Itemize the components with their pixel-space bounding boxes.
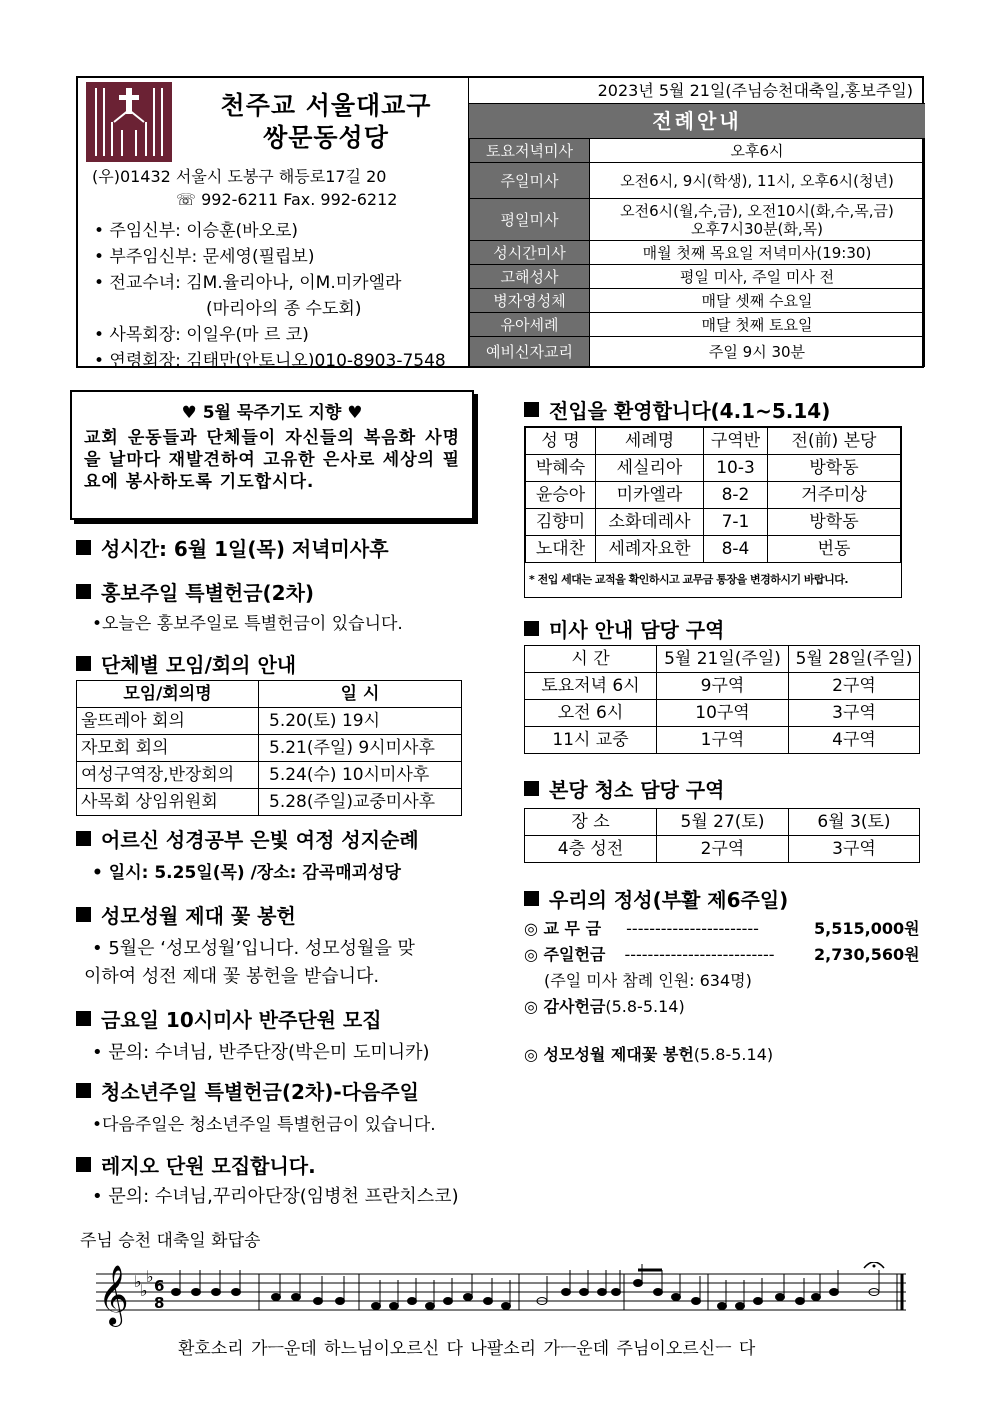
svg-text:𝄞: 𝄞 xyxy=(98,1265,129,1325)
parish-phone: ☏ 992-6211 Fax. 992-6212 xyxy=(176,190,398,209)
table-header-row xyxy=(525,809,920,836)
square-bullet-icon xyxy=(76,1083,91,1098)
member-name: 윤승아 xyxy=(526,482,596,509)
elder-pilgrimage-heading xyxy=(76,824,419,853)
column-header: 5월 28일(주일) xyxy=(789,646,920,673)
liturgy-row xyxy=(470,199,925,241)
accompanist-title: 금요일 10시미사 반주단원 모집 xyxy=(101,1008,382,1032)
diocese-name: 천주교 서울대교구 xyxy=(220,91,432,120)
liturgy-row xyxy=(470,289,925,313)
meeting-time: 5.20(토) 19시 xyxy=(259,708,462,735)
legio-title: 레지오 단원 모집합니다. xyxy=(101,1154,316,1178)
rosary-intention-title: ♥ 5월 묵주기도 지향 ♥ xyxy=(181,403,363,423)
mass-guide-title: 미사 안내 담당 구역 xyxy=(549,618,725,642)
mass-time: 오전 6시 xyxy=(525,700,657,727)
liturgy-value: 매월 첫째 목요일 저녁미사(19:30) xyxy=(590,241,925,265)
liturgy-value-line2: 오후7시30분(화,목) xyxy=(690,219,824,238)
district: 1구역 xyxy=(657,727,789,754)
staff-council-president: • 사목회장: 이일우(마 르 코) xyxy=(94,325,309,345)
square-bullet-icon xyxy=(76,584,91,599)
svg-text:♭: ♭ xyxy=(140,1281,148,1300)
psalm-title: 주님 승천 대축일 화답송 xyxy=(80,1231,261,1251)
accompanist-heading xyxy=(76,1004,382,1033)
offerings-title: 우리의 정성(부활 제6주일) xyxy=(549,888,789,912)
column-header: 모임/회의명 xyxy=(77,681,259,708)
district: 8-2 xyxy=(704,482,768,509)
elder-pilgrimage-title: 어르신 성경공부 은빛 여정 성지순례 xyxy=(101,828,419,852)
youth-sunday-title: 청소년주일 특별헌금(2차)-다음주일 xyxy=(101,1080,419,1104)
offering-amount: 2,730,560원 xyxy=(814,945,920,964)
altar-flower-heading xyxy=(76,900,296,929)
liturgy-value: 매달 첫째 토요일 xyxy=(590,313,925,337)
parish-name: 쌍문동성당 xyxy=(263,123,389,152)
svg-text:8: 8 xyxy=(154,1294,165,1312)
meeting-name: 여성구역장,반장회의 xyxy=(77,762,259,789)
offering-leader: ----------------------- xyxy=(626,919,759,938)
offering-label: ◎ 성모성월 제대꽃 봉헌 xyxy=(524,1045,694,1064)
offering-attendance-note: (주일 미사 참례 인원: 634명) xyxy=(544,971,752,990)
district: 3구역 xyxy=(789,836,920,863)
table-row xyxy=(526,482,901,509)
table-row xyxy=(525,836,920,863)
table-row xyxy=(77,735,462,762)
welcome-note: * 전입 세대는 교적을 확인하시고 교무금 통장을 변경하시기 바랍니다. xyxy=(529,573,849,586)
meetings-title: 단체별 모임/회의 안내 xyxy=(101,653,297,677)
liturgy-row xyxy=(470,265,925,289)
previous-parish: 방학동 xyxy=(768,509,901,536)
offering-period: (5.8-5.14) xyxy=(693,1045,774,1064)
altar-flower-text-line2: 이하여 성전 제대 꽃 봉헌을 받습니다. xyxy=(84,966,380,987)
mass-guide-heading xyxy=(524,614,724,643)
liturgy-table xyxy=(469,138,925,367)
member-name: 김향미 xyxy=(526,509,596,536)
staff-sisters: • 전교수녀: 김M.율리아나, 이M.미카엘라 xyxy=(94,273,402,293)
liturgy-label: 고해성사 xyxy=(470,265,590,289)
table-row xyxy=(526,455,901,482)
liturgy-value: 매달 셋째 수요일 xyxy=(590,289,925,313)
liturgy-label: 성시간미사 xyxy=(470,241,590,265)
column-header: 장 소 xyxy=(525,809,657,836)
promo-sunday-text: •오늘은 홍보주일로 특별헌금이 있습니다. xyxy=(92,614,403,634)
svg-text:6: 6 xyxy=(154,1277,165,1295)
mass-guide-table xyxy=(524,645,920,754)
baptismal-name: 세실리아 xyxy=(596,455,704,482)
staff-funeral-president: • 연령회장: 김태만(안토니오)010-8903-7548 xyxy=(94,351,446,371)
table-row xyxy=(525,700,920,727)
column-header: 성 명 xyxy=(526,428,596,455)
svg-text:♭: ♭ xyxy=(146,1267,154,1286)
holy-hour-heading xyxy=(76,533,389,562)
meeting-time: 5.21(주일) 9시미사후 xyxy=(259,735,462,762)
welcome-title: 전입을 환영합니다(4.1~5.14) xyxy=(549,399,831,423)
square-bullet-icon xyxy=(76,1011,91,1026)
meetings-table xyxy=(76,680,462,816)
liturgy-row xyxy=(470,139,925,163)
district: 10-3 xyxy=(704,455,768,482)
liturgy-guide xyxy=(468,78,924,366)
district: 8-4 xyxy=(704,536,768,563)
liturgy-value: 주일 9시 30분 xyxy=(590,337,925,367)
parish-logo-icon xyxy=(86,82,172,162)
liturgy-label: 주일미사 xyxy=(470,163,590,199)
offering-row-altar-flowers xyxy=(524,1042,773,1065)
elder-pilgrimage-text: • 일시: 5.25일(목) /장소: 감곡매괴성당 xyxy=(92,863,401,883)
meetings-heading xyxy=(76,649,296,678)
welcome-table xyxy=(525,427,901,563)
meeting-name: 울뜨레아 회의 xyxy=(77,708,259,735)
svg-text:♭: ♭ xyxy=(134,1272,142,1291)
district: 7-1 xyxy=(704,509,768,536)
psalm-lyrics: 환호소리 가ㅡ운데 하느님이오르신 다 나팔소리 가ㅡ운데 주님이오르신ㅡ 다 xyxy=(178,1339,756,1359)
altar-flower-title: 성모성월 제대 꽃 봉헌 xyxy=(101,904,296,928)
promo-sunday-heading xyxy=(76,577,314,606)
meeting-name: 자모회 회의 xyxy=(77,735,259,762)
table-row xyxy=(77,708,462,735)
district: 4구역 xyxy=(789,727,920,754)
cleaning-heading xyxy=(524,774,724,803)
offering-row-sunday xyxy=(524,942,775,965)
altar-flower-text-line1: • 5월은 ‘성모성월’입니다. 성모성월을 맞 xyxy=(92,938,415,959)
meeting-name: 사목회 상임위원회 xyxy=(77,789,259,816)
offering-amount: 5,515,000원 xyxy=(814,919,920,938)
liturgy-title: 전례안내 xyxy=(469,104,925,138)
liturgy-row xyxy=(470,337,925,367)
district: 3구역 xyxy=(789,700,920,727)
column-header: 시 간 xyxy=(525,646,657,673)
table-row xyxy=(526,536,901,563)
youth-sunday-text: •다음주일은 청소년주일 특별헌금이 있습니다. xyxy=(92,1115,436,1135)
square-bullet-icon xyxy=(524,402,539,417)
mass-time: 11시 교중 xyxy=(525,727,657,754)
square-bullet-icon xyxy=(76,1157,91,1172)
promo-sunday-title: 홍보주일 특별헌금(2차) xyxy=(101,581,315,605)
offering-period: (5.8-5.14) xyxy=(605,997,685,1016)
meeting-time: 5.28(주일)교중미사후 xyxy=(259,789,462,816)
bulletin-header xyxy=(76,76,924,371)
welcome-heading xyxy=(524,395,830,424)
rosary-intention-text: 교회 운동들과 단체들이 자신들의 복음화 사명을 날마다 재발견하여 고유한 은사로 세상의 필요에 봉사하도록 기도합시다. xyxy=(84,428,460,492)
offering-leader: -------------------------- xyxy=(624,945,775,964)
liturgy-value xyxy=(590,199,925,241)
baptismal-name: 세례자요한 xyxy=(596,536,704,563)
square-bullet-icon xyxy=(76,656,91,671)
liturgy-value: 오전6시, 9시(학생), 11시, 오후6시(청년) xyxy=(590,163,925,199)
offering-label: ◎ 감사헌금 xyxy=(524,997,606,1016)
square-bullet-icon xyxy=(76,907,91,922)
staff-pastor: • 주임신부: 이승훈(바오로) xyxy=(94,221,299,241)
square-bullet-icon xyxy=(524,891,539,906)
offerings-heading xyxy=(524,884,788,913)
baptismal-name: 미카엘라 xyxy=(596,482,704,509)
previous-parish: 번동 xyxy=(768,536,901,563)
liturgy-value: 오후6시 xyxy=(590,139,925,163)
baptismal-name: 소화데레사 xyxy=(596,509,704,536)
table-header-row xyxy=(525,646,920,673)
district: 2구역 xyxy=(789,673,920,700)
table-row xyxy=(525,727,920,754)
previous-parish: 거주미상 xyxy=(768,482,901,509)
legio-text: • 문의: 수녀님,꾸리아단장(임병천 프란치스코) xyxy=(92,1186,459,1207)
liturgy-row xyxy=(470,313,925,337)
liturgy-value: 평일 미사, 주일 미사 전 xyxy=(590,265,925,289)
square-bullet-icon xyxy=(524,781,539,796)
parish-address: (우)01432 서울시 도봉구 해등로17길 20 xyxy=(92,167,387,186)
liturgy-label: 평일미사 xyxy=(470,199,590,241)
table-row xyxy=(526,509,901,536)
staff-assistant-pastor: • 부주임신부: 문세영(필립보) xyxy=(94,247,315,267)
liturgy-row xyxy=(470,241,925,265)
district: 2구역 xyxy=(657,836,789,863)
square-bullet-icon xyxy=(76,540,91,555)
liturgy-label: 유아세례 xyxy=(470,313,590,337)
offering-row-thanks xyxy=(524,994,685,1017)
column-header: 전(前) 본당 xyxy=(768,428,901,455)
table-row xyxy=(77,762,462,789)
bulletin-date: 2023년 5월 21일(주님승천대축일,홍보주일) xyxy=(469,78,925,104)
district: 9구역 xyxy=(657,673,789,700)
cleaning-title: 본당 청소 담당 구역 xyxy=(549,778,725,802)
column-header: 6월 3(토) xyxy=(789,809,920,836)
district: 10구역 xyxy=(657,700,789,727)
meeting-time: 5.24(수) 10시미사후 xyxy=(259,762,462,789)
square-bullet-icon xyxy=(76,831,91,846)
liturgy-label: 예비신자교리 xyxy=(470,337,590,367)
table-header-row xyxy=(526,428,901,455)
column-header: 일 시 xyxy=(259,681,462,708)
cleaning-place: 4층 성전 xyxy=(525,836,657,863)
liturgy-label: 토요저녁미사 xyxy=(470,139,590,163)
holy-hour-text: 성시간: 6월 1일(목) 저녁미사후 xyxy=(101,537,389,561)
member-name: 박혜숙 xyxy=(526,455,596,482)
cleaning-table xyxy=(524,808,920,863)
previous-parish: 방학동 xyxy=(768,455,901,482)
liturgy-label: 병자영성체 xyxy=(470,289,590,313)
liturgy-value-line1: 오전6시(월,수,금), 오전10시(화,수,목,금) xyxy=(620,201,894,220)
table-row xyxy=(525,673,920,700)
table-row xyxy=(77,789,462,816)
mass-time: 토요저녁 6시 xyxy=(525,673,657,700)
welcome-box xyxy=(524,426,902,598)
column-header: 5월 27(토) xyxy=(657,809,789,836)
youth-sunday-heading xyxy=(76,1076,419,1105)
staff-sisters-order: (마리아의 종 수도회) xyxy=(206,299,362,319)
column-header: 세례명 xyxy=(596,428,704,455)
member-name: 노대찬 xyxy=(526,536,596,563)
column-header: 5월 21일(주일) xyxy=(657,646,789,673)
offering-row-tithe xyxy=(524,916,759,939)
square-bullet-icon xyxy=(524,621,539,636)
liturgy-row xyxy=(470,163,925,199)
rosary-intention-box xyxy=(70,390,474,520)
column-header: 구역반 xyxy=(704,428,768,455)
table-header-row xyxy=(77,681,462,708)
music-score xyxy=(96,1262,906,1332)
offering-label: ◎ 주일헌금 xyxy=(524,945,606,964)
accompanist-text: • 문의: 수녀님, 반주단장(박은미 도미니카) xyxy=(92,1042,430,1063)
legio-heading xyxy=(76,1150,316,1179)
offering-label: ◎ 교 무 금 xyxy=(524,919,602,938)
